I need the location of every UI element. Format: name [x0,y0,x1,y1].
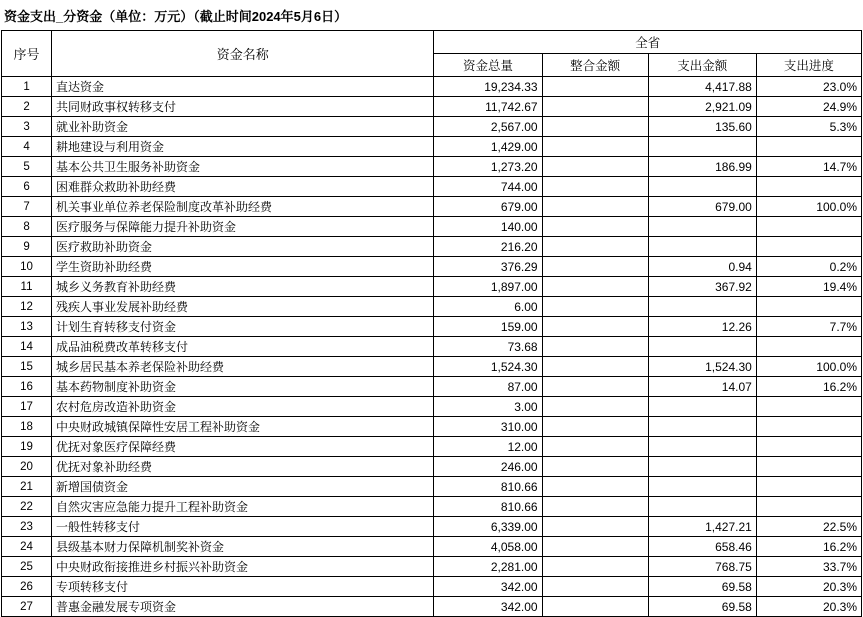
cell-integrated [542,577,648,597]
cell-fund-name: 基本公共卫生服务补助资金 [52,157,434,177]
cell-fund-name: 医疗服务与保障能力提升补助资金 [52,217,434,237]
table-row[interactable] [2,517,862,537]
cell-integrated [542,317,648,337]
cell-fund-name: 城乡居民基本养老保险补助经费 [52,357,434,377]
cell-integrated [542,557,648,577]
cell-seq: 7 [2,197,52,217]
cell-expenditure [648,297,756,317]
cell-fund-name: 医疗救助补助资金 [52,237,434,257]
table-row[interactable] [2,177,862,197]
table-header [2,31,862,77]
cell-progress [756,177,861,197]
cell-progress [756,497,861,517]
cell-total: 216.20 [434,237,542,257]
cell-fund-name: 直达资金 [52,77,434,97]
cell-progress: 33.7% [756,557,861,577]
cell-expenditure [648,337,756,357]
cell-progress: 7.7% [756,317,861,337]
cell-seq: 12 [2,297,52,317]
cell-progress [756,297,861,317]
cell-expenditure: 69.58 [648,597,756,617]
cell-progress: 16.2% [756,377,861,397]
cell-fund-name: 一般性转移支付 [52,517,434,537]
cell-total: 376.29 [434,257,542,277]
cell-total: 87.00 [434,377,542,397]
table-row[interactable] [2,137,862,157]
cell-seq: 14 [2,337,52,357]
table-row[interactable] [2,277,862,297]
table-body [2,77,862,617]
cell-expenditure [648,137,756,157]
cell-fund-name: 学生资助补助经费 [52,257,434,277]
table-row[interactable] [2,237,862,257]
cell-fund-name: 城乡义务教育补助经费 [52,277,434,297]
cell-fund-name: 成品油税费改革转移支付 [52,337,434,357]
table-row[interactable] [2,97,862,117]
cell-fund-name: 优抚对象补助经费 [52,457,434,477]
column-header-name: 资金名称 [52,31,434,77]
cell-seq: 9 [2,237,52,257]
cell-seq: 26 [2,577,52,597]
cell-fund-name: 计划生育转移支付资金 [52,317,434,337]
cell-progress [756,477,861,497]
cell-integrated [542,197,648,217]
cell-total: 2,281.00 [434,557,542,577]
cell-fund-name: 耕地建设与利用资金 [52,137,434,157]
cell-expenditure: 1,427.21 [648,517,756,537]
cell-total: 6.00 [434,297,542,317]
cell-integrated [542,237,648,257]
cell-fund-name: 普惠金融发展专项资金 [52,597,434,617]
cell-total: 1,524.30 [434,357,542,377]
cell-total: 246.00 [434,457,542,477]
cell-fund-name: 专项转移支付 [52,577,434,597]
table-row[interactable] [2,257,862,277]
cell-progress: 14.7% [756,157,861,177]
table-row[interactable] [2,457,862,477]
cell-total: 810.66 [434,497,542,517]
cell-progress [756,437,861,457]
cell-fund-name: 机关事业单位养老保险制度改革补助经费 [52,197,434,217]
cell-integrated [542,297,648,317]
table-row[interactable] [2,377,862,397]
column-header-progress: 支出进度 [756,54,861,77]
cell-integrated [542,117,648,137]
table-row[interactable] [2,337,862,357]
cell-progress: 23.0% [756,77,861,97]
cell-fund-name: 就业补助资金 [52,117,434,137]
cell-progress: 24.9% [756,97,861,117]
cell-fund-name: 残疾人事业发展补助经费 [52,297,434,317]
cell-seq: 24 [2,537,52,557]
cell-total: 1,429.00 [434,137,542,157]
cell-progress [756,217,861,237]
cell-integrated [542,537,648,557]
table-row[interactable] [2,557,862,577]
cell-seq: 1 [2,77,52,97]
cell-expenditure: 0.94 [648,257,756,277]
cell-expenditure [648,417,756,437]
cell-progress [756,417,861,437]
cell-integrated [542,497,648,517]
table-row[interactable] [2,77,862,97]
cell-expenditure [648,497,756,517]
cell-seq: 3 [2,117,52,137]
cell-expenditure: 679.00 [648,197,756,217]
cell-progress [756,237,861,257]
cell-total: 12.00 [434,437,542,457]
cell-seq: 6 [2,177,52,197]
table-row[interactable] [2,597,862,617]
cell-fund-name: 县级基本财力保障机制奖补资金 [52,537,434,557]
cell-total: 810.66 [434,477,542,497]
cell-integrated [542,177,648,197]
table-row[interactable] [2,197,862,217]
cell-integrated [542,217,648,237]
cell-expenditure [648,217,756,237]
column-header-total: 资金总量 [434,54,542,77]
cell-integrated [542,157,648,177]
cell-integrated [542,457,648,477]
cell-total: 6,339.00 [434,517,542,537]
cell-expenditure: 12.26 [648,317,756,337]
cell-progress: 19.4% [756,277,861,297]
cell-integrated [542,477,648,497]
cell-expenditure [648,177,756,197]
cell-seq: 25 [2,557,52,577]
column-group-header-province: 全省 [434,31,862,54]
cell-seq: 4 [2,137,52,157]
cell-expenditure: 367.92 [648,277,756,297]
cell-total: 2,567.00 [434,117,542,137]
cell-seq: 23 [2,517,52,537]
cell-integrated [542,137,648,157]
fund-expenditure-table [1,30,862,617]
column-header-seq: 序号 [2,31,52,77]
cell-total: 159.00 [434,317,542,337]
cell-integrated [542,97,648,117]
cell-integrated [542,397,648,417]
cell-progress: 5.3% [756,117,861,137]
table-row[interactable] [2,157,862,177]
cell-progress: 100.0% [756,357,861,377]
table-row[interactable] [2,357,862,377]
cell-seq: 11 [2,277,52,297]
cell-seq: 16 [2,377,52,397]
cell-total: 1,273.20 [434,157,542,177]
table-row[interactable] [2,117,862,137]
cell-expenditure: 658.46 [648,537,756,557]
cell-fund-name: 困难群众救助补助经费 [52,177,434,197]
cell-seq: 19 [2,437,52,457]
cell-total: 342.00 [434,577,542,597]
cell-expenditure [648,437,756,457]
table-row[interactable] [2,397,862,417]
cell-fund-name: 农村危房改造补助资金 [52,397,434,417]
table-row[interactable] [2,497,862,517]
cell-total: 140.00 [434,217,542,237]
cell-seq: 10 [2,257,52,277]
cell-integrated [542,377,648,397]
cell-total: 4,058.00 [434,537,542,557]
cell-integrated [542,417,648,437]
table-header-row-group [2,31,862,54]
table-row[interactable] [2,537,862,557]
cell-expenditure: 2,921.09 [648,97,756,117]
cell-total: 19,234.33 [434,77,542,97]
table-row[interactable] [2,477,862,497]
column-header-integrated: 整合金额 [542,54,648,77]
cell-total: 679.00 [434,197,542,217]
table-row[interactable] [2,577,862,597]
cell-seq: 22 [2,497,52,517]
cell-seq: 8 [2,217,52,237]
cell-progress: 20.3% [756,577,861,597]
cell-total: 342.00 [434,597,542,617]
cell-expenditure [648,457,756,477]
table-row[interactable] [2,417,862,437]
cell-integrated [542,357,648,377]
cell-seq: 5 [2,157,52,177]
cell-integrated [542,257,648,277]
cell-progress: 100.0% [756,197,861,217]
cell-fund-name: 自然灾害应急能力提升工程补助资金 [52,497,434,517]
cell-integrated [542,337,648,357]
table-row[interactable] [2,317,862,337]
cell-seq: 20 [2,457,52,477]
cell-fund-name: 中央财政城镇保障性安居工程补助资金 [52,417,434,437]
cell-fund-name: 优抚对象医疗保障经费 [52,437,434,457]
cell-fund-name: 中央财政衔接推进乡村振兴补助资金 [52,557,434,577]
cell-total: 3.00 [434,397,542,417]
cell-progress [756,337,861,357]
cell-fund-name: 基本药物制度补助资金 [52,377,434,397]
cell-integrated [542,277,648,297]
cell-total: 310.00 [434,417,542,437]
cell-expenditure: 14.07 [648,377,756,397]
cell-expenditure: 186.99 [648,157,756,177]
cell-seq: 13 [2,317,52,337]
cell-expenditure: 135.60 [648,117,756,137]
cell-integrated [542,597,648,617]
cell-progress [756,397,861,417]
cell-progress: 0.2% [756,257,861,277]
cell-total: 744.00 [434,177,542,197]
table-row[interactable] [2,217,862,237]
cell-expenditure: 768.75 [648,557,756,577]
cell-progress [756,137,861,157]
cell-seq: 15 [2,357,52,377]
cell-fund-name: 新增国债资金 [52,477,434,497]
cell-total: 73.68 [434,337,542,357]
cell-integrated [542,437,648,457]
column-header-expenditure: 支出金额 [648,54,756,77]
cell-seq: 18 [2,417,52,437]
cell-integrated [542,517,648,537]
cell-progress: 20.3% [756,597,861,617]
cell-progress [756,457,861,477]
cell-progress: 22.5% [756,517,861,537]
cell-expenditure [648,397,756,417]
cell-total: 11,742.67 [434,97,542,117]
cell-fund-name: 共同财政事权转移支付 [52,97,434,117]
cell-integrated [542,77,648,97]
cell-seq: 2 [2,97,52,117]
cell-total: 1,897.00 [434,277,542,297]
cell-progress: 16.2% [756,537,861,557]
table-row[interactable] [2,437,862,457]
cell-expenditure: 4,417.88 [648,77,756,97]
cell-expenditure: 1,524.30 [648,357,756,377]
cell-seq: 27 [2,597,52,617]
cell-expenditure: 69.58 [648,577,756,597]
cell-seq: 21 [2,477,52,497]
cell-expenditure [648,237,756,257]
cell-seq: 17 [2,397,52,417]
page-title: 资金支出_分资金（单位：万元）（截止时间2024年5月6日） [4,9,348,24]
table-row[interactable] [2,297,862,317]
cell-expenditure [648,477,756,497]
